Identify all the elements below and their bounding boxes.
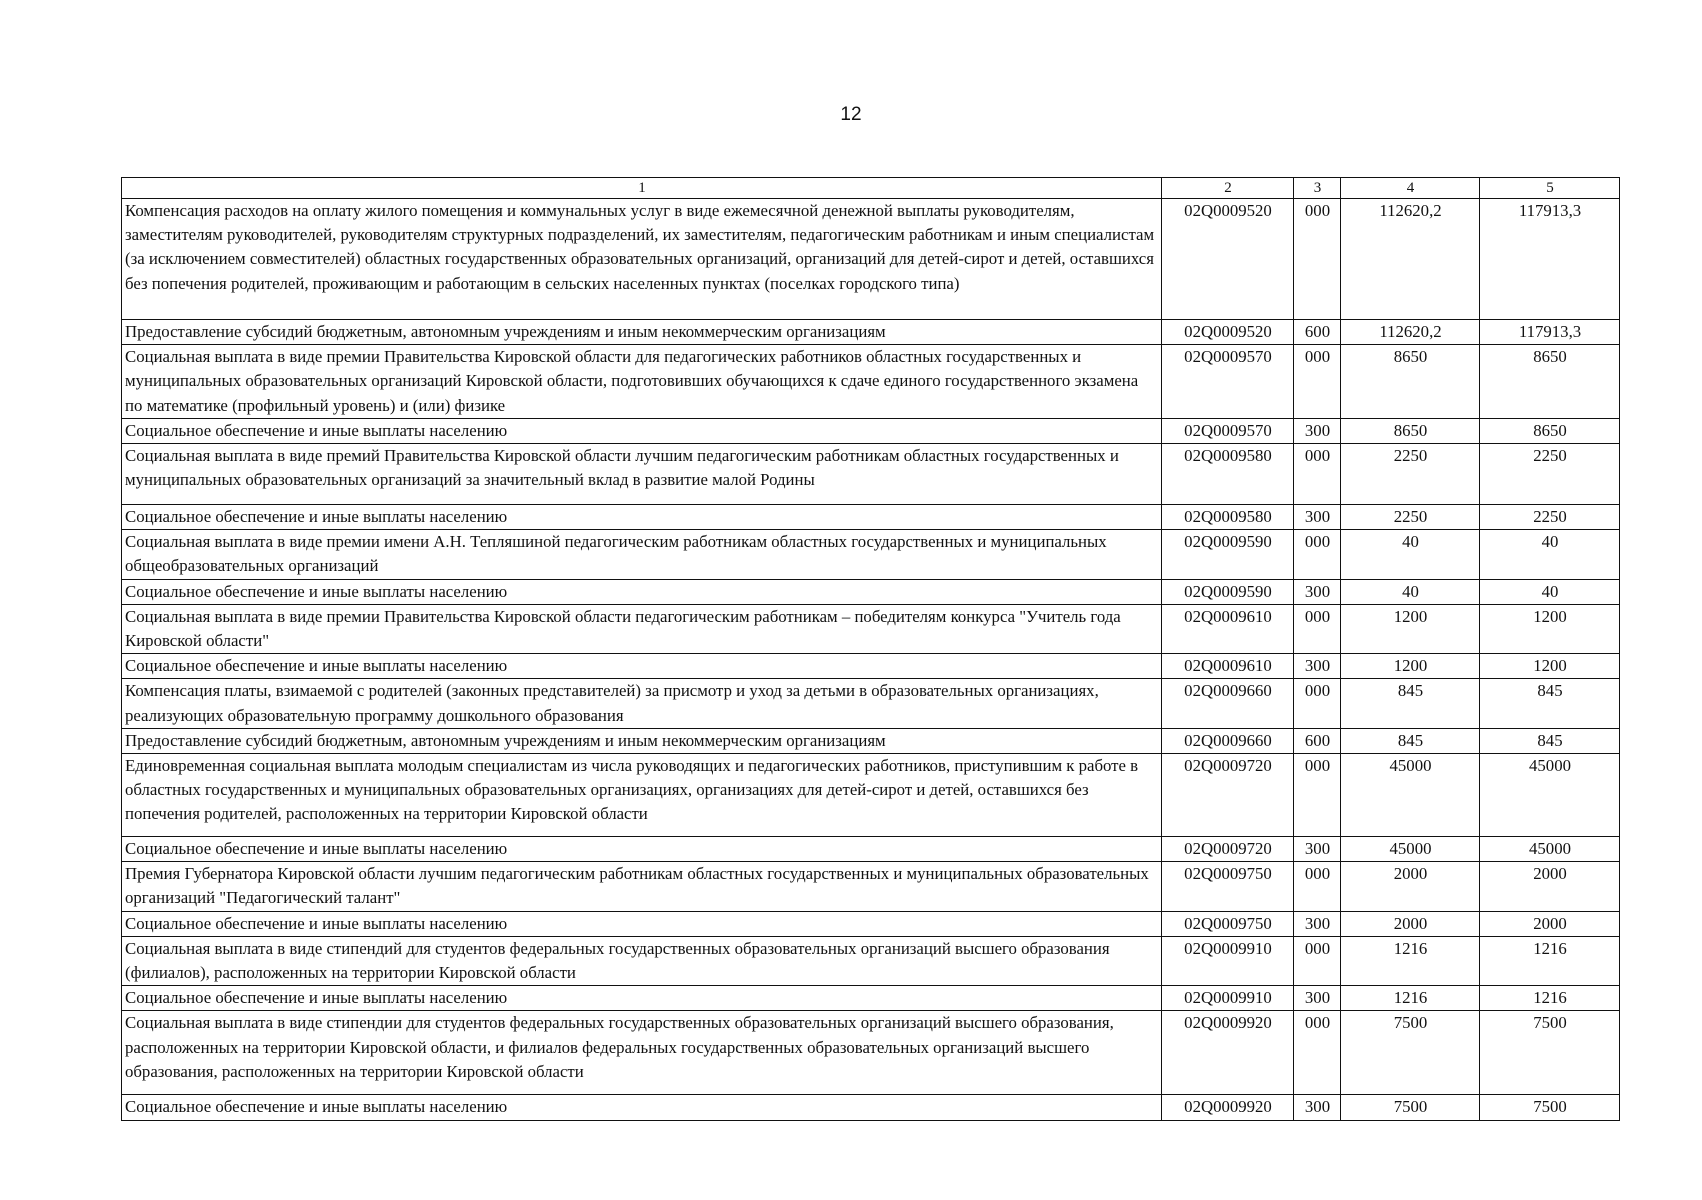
row-value-col4: 45000 [1341,754,1480,837]
row-value-col4: 2250 [1341,505,1480,530]
row-description: Компенсация платы, взимаемой с родителей (законных представителей) за присмотр и уход за детьми в образовательных организациях, реализующих образовательную программу дошкольного образования [122,679,1162,728]
row-expense-type: 300 [1294,579,1341,604]
row-expense-type: 300 [1294,1095,1341,1120]
row-description: Социальное обеспечение и иные выплаты населению [122,1095,1162,1120]
table-row [122,936,1620,985]
row-value-col5: 2250 [1480,444,1620,505]
row-description: Предоставление субсидий бюджетным, автономным учреждениям и иным некоммерческим организациям [122,728,1162,753]
row-description: Социальная выплата в виде стипендии для студентов федеральных государственных образовательных организаций высшего образования, расположенных на территории Кировской области, и филиалов федеральных государственных образовательных организаций высшего образования, расположенных на территории Кировской области [122,1011,1162,1095]
table-row [122,728,1620,753]
row-description: Социальное обеспечение и иные выплаты населению [122,986,1162,1011]
table-row [122,1095,1620,1120]
row-target-code: 02Q0009920 [1162,1095,1294,1120]
row-value-col5: 7500 [1480,1095,1620,1120]
row-expense-type: 000 [1294,862,1341,911]
row-target-code: 02Q0009910 [1162,986,1294,1011]
row-value-col4: 7500 [1341,1011,1480,1095]
row-description: Социальное обеспечение и иные выплаты населению [122,654,1162,679]
header-cell: 3 [1294,178,1341,199]
table-row [122,837,1620,862]
row-target-code: 02Q0009580 [1162,444,1294,505]
row-value-col4: 40 [1341,530,1480,579]
row-description: Социальная выплата в виде премии Правительства Кировской области для педагогических работников областных государственных и муниципальных образовательных организаций Кировской области, подготовивших обучающихся к сдаче единого государственного экзамена по математике (профильный уровень) и (или) физике [122,345,1162,419]
row-value-col5: 40 [1480,530,1620,579]
page-number: 12 [840,104,862,125]
table-row [122,1011,1620,1095]
header-cell: 4 [1341,178,1480,199]
row-expense-type: 000 [1294,530,1341,579]
row-target-code: 02Q0009660 [1162,728,1294,753]
row-target-code: 02Q0009610 [1162,604,1294,653]
row-value-col5: 45000 [1480,754,1620,837]
row-value-col5: 1216 [1480,986,1620,1011]
row-value-col4: 1216 [1341,986,1480,1011]
row-target-code: 02Q0009590 [1162,579,1294,604]
header-cell: 2 [1162,178,1294,199]
row-description: Социальное обеспечение и иные выплаты населению [122,837,1162,862]
row-value-col5: 1216 [1480,936,1620,985]
row-description: Социальное обеспечение и иные выплаты населению [122,418,1162,443]
row-description: Социальная выплата в виде премии Правительства Кировской области педагогическим работникам – победителям конкурса "Учитель года Кировской области" [122,604,1162,653]
table-row [122,345,1620,419]
row-value-col5: 2250 [1480,505,1620,530]
row-value-col5: 40 [1480,579,1620,604]
row-value-col5: 1200 [1480,654,1620,679]
row-target-code: 02Q0009580 [1162,505,1294,530]
row-target-code: 02Q0009590 [1162,530,1294,579]
row-value-col4: 2000 [1341,911,1480,936]
row-target-code: 02Q0009750 [1162,862,1294,911]
row-expense-type: 300 [1294,911,1341,936]
table-row [122,530,1620,579]
row-target-code: 02Q0009920 [1162,1011,1294,1095]
table-header-row [122,178,1620,199]
row-description: Социальная выплата в виде премии имени А.Н. Тепляшиной педагогическим работникам областных государственных и муниципальных общеобразовательных организаций [122,530,1162,579]
row-value-col4: 8650 [1341,418,1480,443]
row-value-col4: 112620,2 [1341,320,1480,345]
row-value-col4: 1200 [1341,604,1480,653]
row-description: Социальное обеспечение и иные выплаты населению [122,911,1162,936]
row-target-code: 02Q0009720 [1162,754,1294,837]
table-row [122,862,1620,911]
budget-table [121,177,1620,1121]
row-expense-type: 600 [1294,320,1341,345]
row-value-col5: 2000 [1480,862,1620,911]
row-expense-type: 000 [1294,754,1341,837]
row-value-col4: 40 [1341,579,1480,604]
row-description: Социальное обеспечение и иные выплаты населению [122,505,1162,530]
table-row [122,754,1620,837]
row-value-col4: 8650 [1341,345,1480,419]
row-target-code: 02Q0009570 [1162,345,1294,419]
row-value-col5: 8650 [1480,345,1620,419]
row-expense-type: 300 [1294,986,1341,1011]
row-value-col5: 2000 [1480,911,1620,936]
row-target-code: 02Q0009720 [1162,837,1294,862]
row-description: Социальная выплата в виде премий Правительства Кировской области лучшим педагогическим работникам областных государственных и муниципальных образовательных организаций за значительный вклад в развитие малой Родины [122,444,1162,505]
row-expense-type: 000 [1294,199,1341,320]
table-row [122,911,1620,936]
row-target-code: 02Q0009910 [1162,936,1294,985]
row-description: Предоставление субсидий бюджетным, автономным учреждениям и иным некоммерческим организациям [122,320,1162,345]
row-expense-type: 300 [1294,505,1341,530]
row-value-col5: 45000 [1480,837,1620,862]
table-row [122,320,1620,345]
table-row [122,654,1620,679]
row-description: Премия Губернатора Кировской области лучшим педагогическим работникам областных государственных и муниципальных образовательных организаций "Педагогический талант" [122,862,1162,911]
row-expense-type: 600 [1294,728,1341,753]
table-row [122,986,1620,1011]
row-value-col4: 45000 [1341,837,1480,862]
row-expense-type: 000 [1294,936,1341,985]
row-expense-type: 300 [1294,418,1341,443]
row-value-col5: 117913,3 [1480,199,1620,320]
row-expense-type: 000 [1294,444,1341,505]
row-expense-type: 000 [1294,345,1341,419]
table-row [122,604,1620,653]
row-expense-type: 300 [1294,837,1341,862]
table-row [122,579,1620,604]
header-cell: 5 [1480,178,1620,199]
row-value-col5: 7500 [1480,1011,1620,1095]
row-value-col4: 1216 [1341,936,1480,985]
row-target-code: 02Q0009520 [1162,199,1294,320]
row-value-col4: 112620,2 [1341,199,1480,320]
row-value-col5: 845 [1480,728,1620,753]
row-value-col4: 7500 [1341,1095,1480,1120]
row-value-col5: 117913,3 [1480,320,1620,345]
row-target-code: 02Q0009570 [1162,418,1294,443]
table-row [122,418,1620,443]
row-expense-type: 300 [1294,654,1341,679]
row-value-col4: 2250 [1341,444,1480,505]
table-row [122,679,1620,728]
row-description: Социальное обеспечение и иные выплаты населению [122,579,1162,604]
table-row [122,444,1620,505]
row-target-code: 02Q0009520 [1162,320,1294,345]
header-cell: 1 [122,178,1162,199]
row-value-col5: 845 [1480,679,1620,728]
row-value-col4: 845 [1341,728,1480,753]
table-row [122,199,1620,320]
row-expense-type: 000 [1294,679,1341,728]
row-expense-type: 000 [1294,604,1341,653]
row-target-code: 02Q0009660 [1162,679,1294,728]
row-expense-type: 000 [1294,1011,1341,1095]
row-value-col5: 1200 [1480,604,1620,653]
row-description: Компенсация расходов на оплату жилого помещения и коммунальных услуг в виде ежемесячной денежной выплаты руководителям, заместителям руководителей, руководителям структурных подразделений, их заместителям, педагогическим работникам и иным специалистам (за исключением совместителей) областных государственных образовательных организаций, организаций для детей-сирот и детей, оставшихся без попечения родителей, проживающим и работающим в сельских населенных пунктах (поселках городского типа) [122,199,1162,320]
row-value-col4: 2000 [1341,862,1480,911]
row-description: Социальная выплата в виде стипендий для студентов федеральных государственных образовательных организаций высшего образования (филиалов), расположенных на территории Кировской области [122,936,1162,985]
row-value-col4: 1200 [1341,654,1480,679]
row-value-col4: 845 [1341,679,1480,728]
table-row [122,505,1620,530]
row-value-col5: 8650 [1480,418,1620,443]
row-target-code: 02Q0009610 [1162,654,1294,679]
row-target-code: 02Q0009750 [1162,911,1294,936]
row-description: Единовременная социальная выплата молодым специалистам из числа руководящих и педагогических работников, приступившим к работе в областных государственных и муниципальных образовательных организациях, организациях для детей-сирот и детей, оставшихся без попечения родителей, расположенных на территории Кировской области [122,754,1162,837]
